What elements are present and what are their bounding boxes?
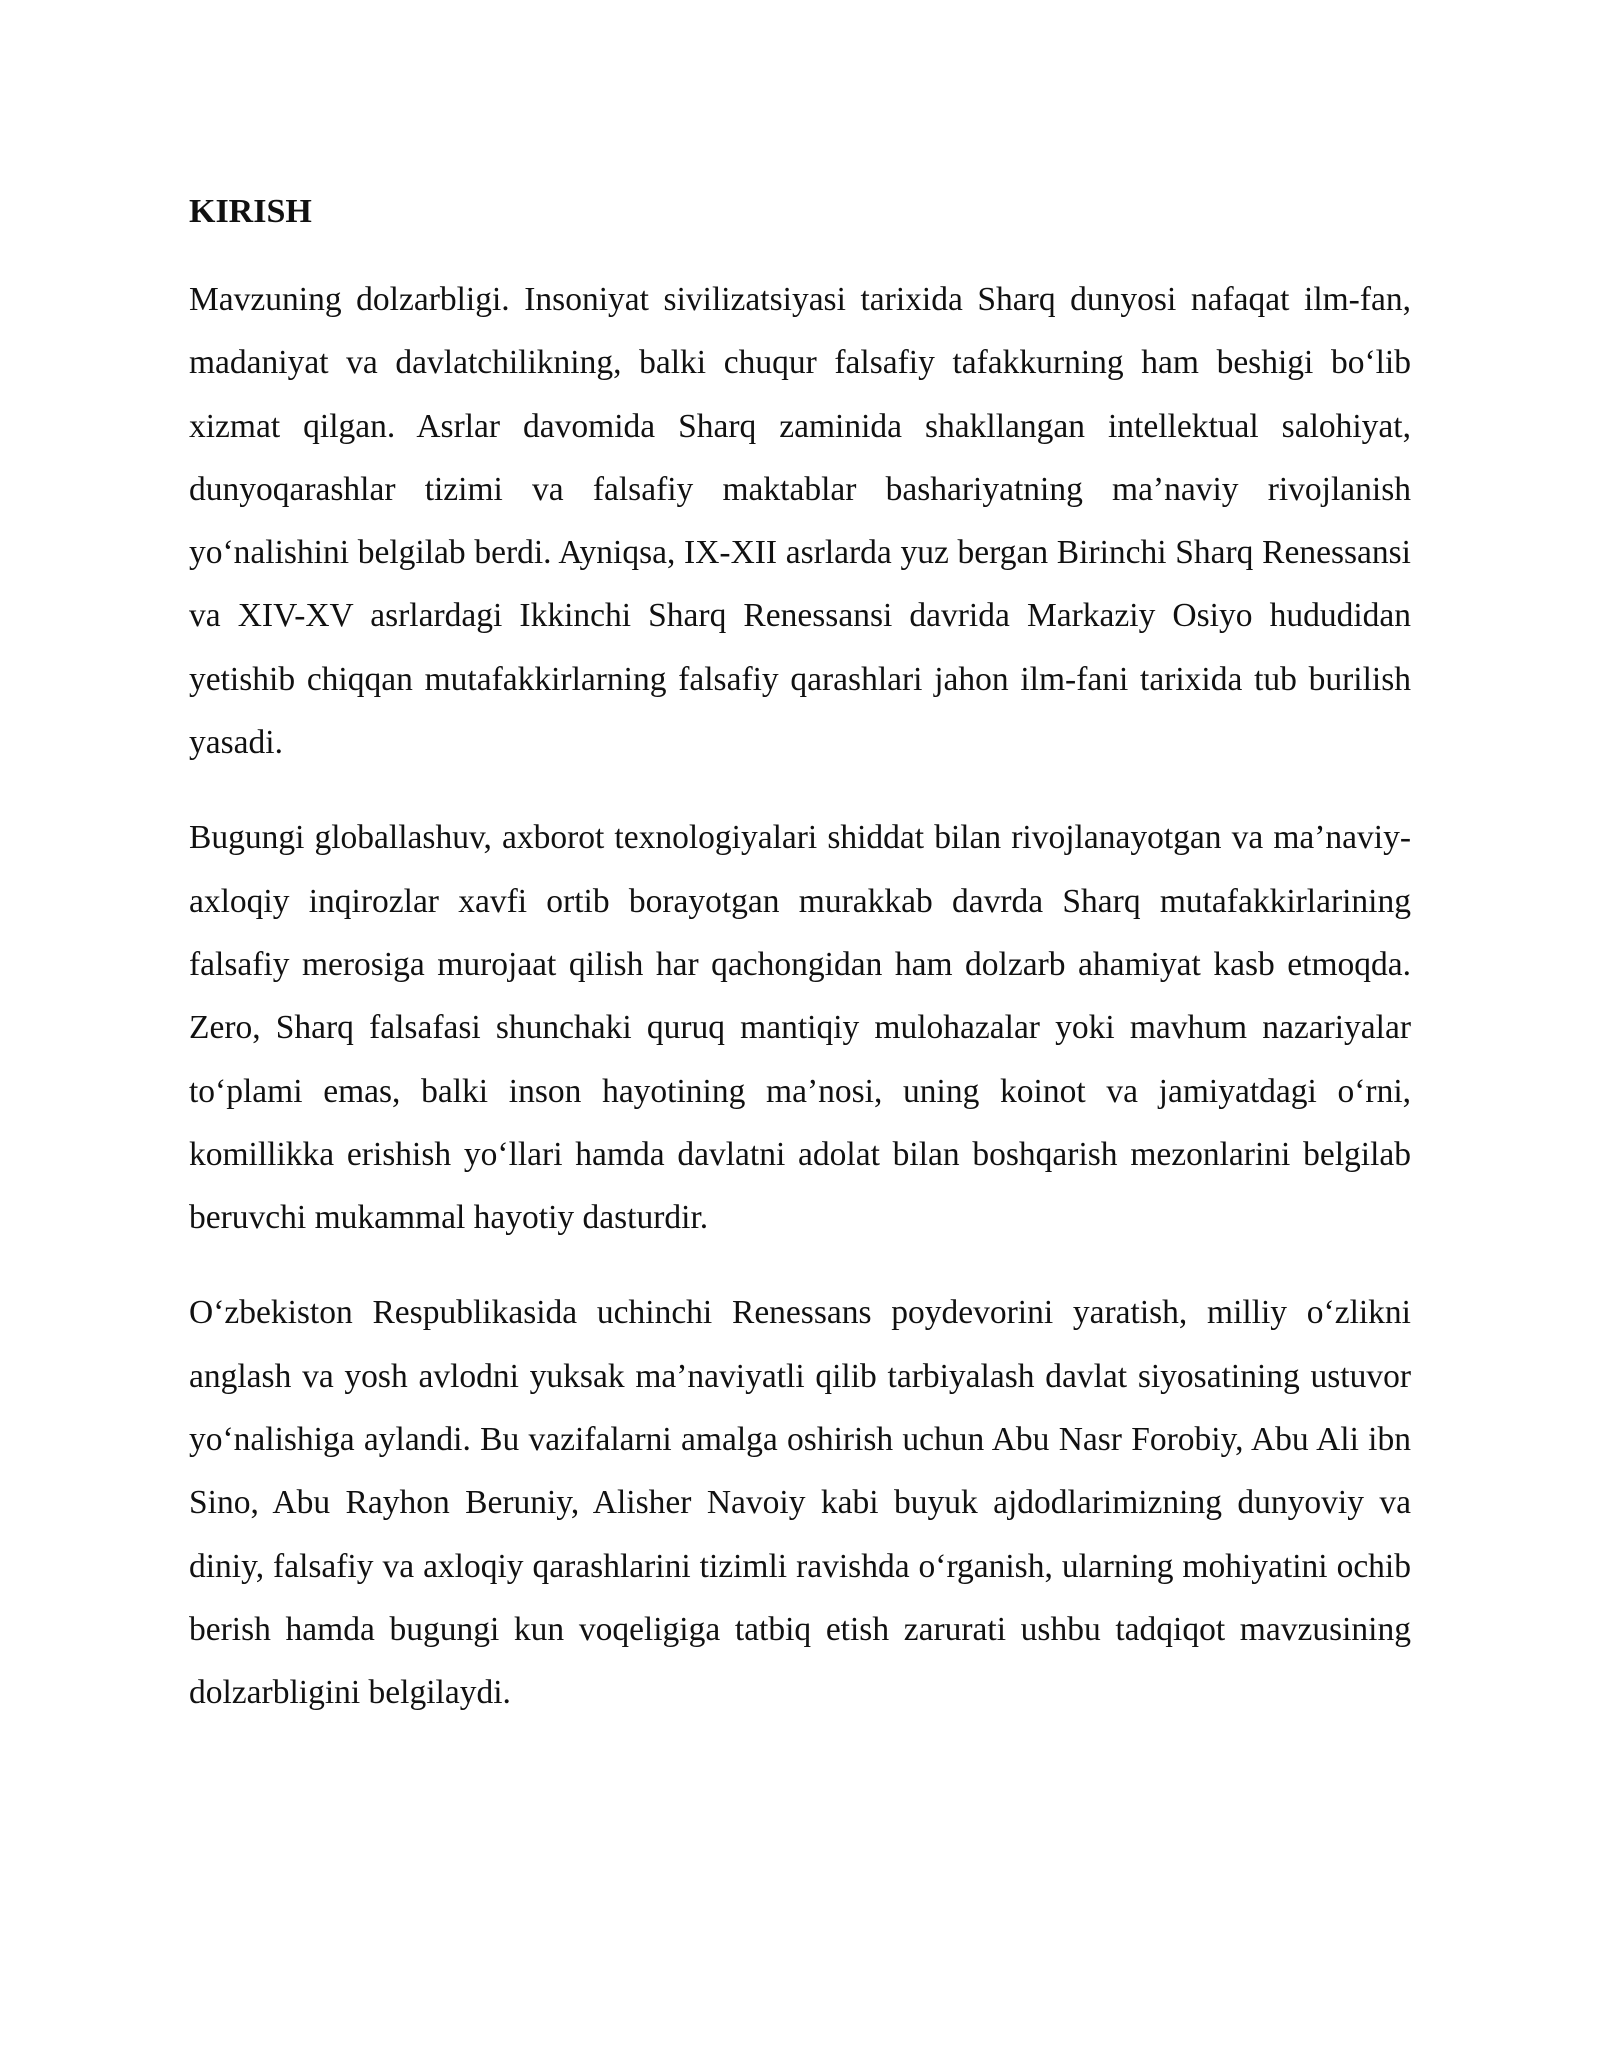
paragraph-2: Bugungi globallashuv, axborot texnologiyalari shiddat bilan rivojlanayotgan va ma’naviy-axloqiy inqirozlar xavfi ortib borayotgan murakkab davrda Sharq mutafakkirlarining falsafiy merosiga murojaat qilish har qachongidan ham dolzarb ahamiyat kasb etmoqda. Zero, Sharq falsafasi shunchaki quruq mantiqiy mulohazalar yoki mavhum nazariyalar to‘plami emas, balki inson hayotining ma’nosi, uning koinot va jamiyatdagi o‘rni, komillikka erishish yo‘llari hamda davlatni adolat bilan boshqarish mezonlarini belgilab beruvchi mukammal hayotiy dasturdir. <box>189 819 1411 1237</box>
paragraph-3: O‘zbekiston Respublikasida uchinchi Renessans poydevorini yaratish, milliy o‘zlikni anglash va yosh avlodni yuksak ma’naviyatli qilib tarbiyalash davlat siyosatining ustuvor yo‘nalishiga aylandi. Bu vazifalarni amalga oshirish uchun Abu Nasr Forobiy, Abu Ali ibn Sino, Abu Rayhon Beruniy, Alisher Navoiy kabi buyuk ajdodlarimizning dunyoviy va diniy, falsafiy va axloqiy qarashlarini tizimli ravishda o‘rganish, ularning mohiyatini ochib berish hamda bugungi kun voqeligiga tatbiq etish zarurati ushbu tadqiqot mavzusining dolzarbligini belgilaydi. <box>189 1294 1411 1712</box>
section-heading: KIRISH <box>189 193 312 230</box>
paragraph-1: Mavzuning dolzarbligi. Insoniyat sivilizatsiyasi tarixida Sharq dunyosi nafaqat ilm-fan, madaniyat va davlatchilikning, balki chuqur falsafiy tafakkurning ham beshigi bo‘lib xizmat qilgan. Asrlar davomida Sharq zaminida shakllangan intellektual salohiyat, dunyoqarashlar tizimi va falsafiy maktablar bashariyatning ma’naviy rivojlanish yo‘nalishini belgilab berdi. Ayniqsa, IX-XII asrlarda yuz bergan Birinchi Sharq Renessansi va XIV-XV asrlardagi Ikkinchi Sharq Renessansi davrida Markaziy Osiyo hududidan yetishib chiqqan mutafakkirlarning falsafiy qarashlari jahon ilm-fani tarixida tub burilish yasadi. <box>189 281 1411 762</box>
document-page <box>189 188 1411 1757</box>
